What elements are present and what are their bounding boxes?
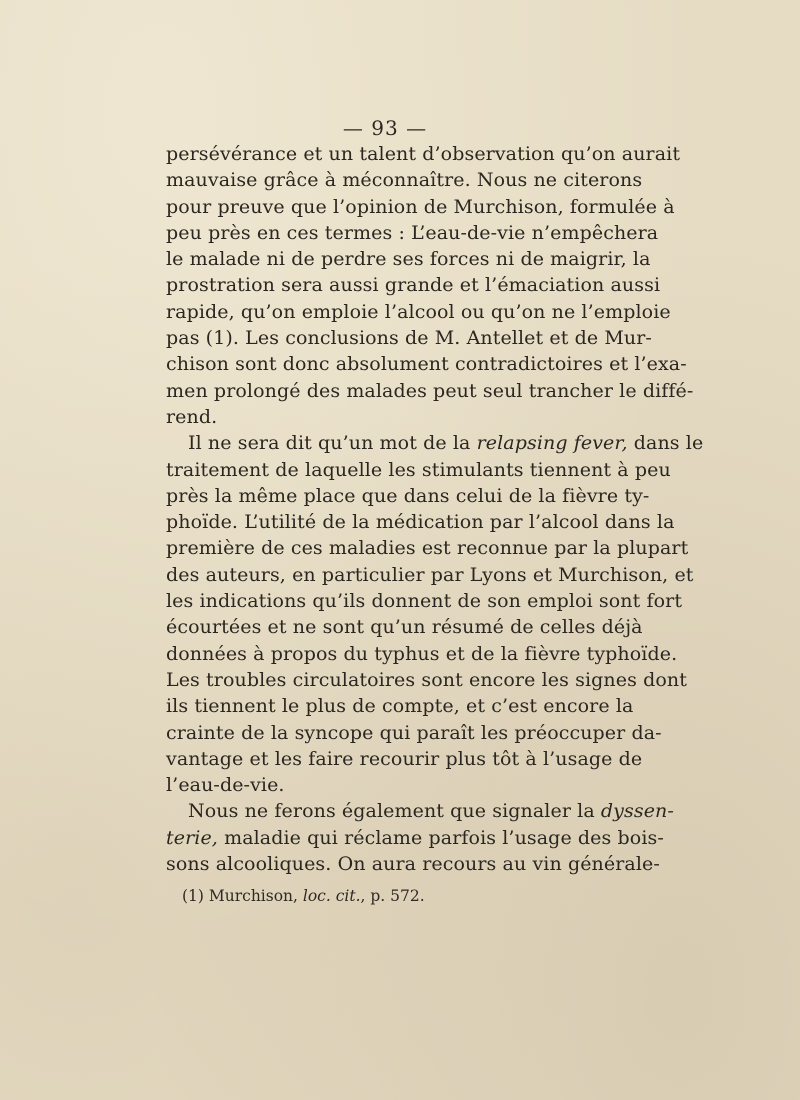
text-line: près la même place que dans celui de la fièvre ty-: [166, 484, 650, 507]
italic-term: dyssen-: [600, 800, 674, 823]
page-number: — 93 —: [342, 116, 428, 140]
text-line: persévérance et un talent d’observation qu’on aurait: [166, 143, 681, 165]
text-line: données à propos du typhus et de la fièvre typhoïde.: [166, 642, 678, 665]
text-line: rend.: [166, 405, 218, 428]
text-line: prostration sera aussi grande et l’émaciation aussi: [166, 274, 661, 297]
body-text: [166, 141, 704, 877]
text-line: traitement de laquelle les stimulants tiennent à peu: [166, 458, 671, 481]
text-line: pas (1). Les conclusions de M. Antellet et de Mur-: [166, 327, 652, 350]
text-line: peu près en ces termes : L’eau-de-vie n’empêchera: [166, 221, 659, 244]
text-line: phoïde. L’utilité de la médication par l’alcool dans la: [166, 511, 675, 534]
text-line: [166, 825, 664, 851]
text-line: le malade ni de perdre ses forces ni de maigrir, la: [166, 248, 651, 271]
text-line: première de ces maladies est reconnue par la plupart: [166, 537, 689, 560]
italic-term: relapsing fever,: [476, 432, 628, 455]
text-line: les indications qu’ils donnent de son emploi sont fort: [166, 590, 683, 613]
text-line: sons alcooliques. On aura recours au vin générale-: [166, 853, 660, 876]
text-line: crainte de la syncope qui paraît les préoccuper da-: [166, 721, 662, 744]
text-line: écourtées et ne sont qu’un résumé de celles déjà: [166, 616, 643, 639]
text-run: maladie qui réclame parfois l’usage des bois-: [217, 826, 664, 849]
text-run: Il ne sera dit qu’un mot de la: [188, 432, 477, 455]
text-line: ils tiennent le plus de compte, et c’est encore la: [166, 695, 634, 718]
text-line: pour preuve que l’opinion de Murchison, formulée à: [166, 195, 675, 218]
footnote: [182, 887, 425, 905]
footnote-text: (1) Murchison,: [182, 887, 303, 905]
text-line: des auteurs, en particulier par Lyons et Murchison, et: [166, 563, 694, 586]
text-run: dans le: [627, 432, 704, 455]
text-line: l’eau-de-vie.: [166, 774, 285, 797]
text-line: rapide, qu’on emploie l’alcool ou qu’on ne l’emploie: [166, 300, 671, 323]
footnote-italic: loc. cit.: [302, 887, 361, 905]
text-line: [166, 430, 704, 456]
text-line: men prolongé des malades peut seul trancher le diffé-: [166, 379, 694, 402]
text-line: Les troubles circulatoires sont encore les signes dont: [166, 668, 687, 691]
text-line: chison sont donc absolument contradictoires et l’exa-: [166, 353, 687, 376]
text-run: Nous ne ferons également que signaler la: [188, 800, 601, 823]
text-line: vantage et les faire recourir plus tôt à l’usage de: [166, 747, 643, 770]
footnote-text: , p. 572.: [360, 887, 425, 905]
italic-term: terie,: [166, 826, 218, 849]
text-line: [166, 798, 674, 824]
text-line: mauvaise grâce à méconnaître. Nous ne citerons: [166, 169, 643, 192]
